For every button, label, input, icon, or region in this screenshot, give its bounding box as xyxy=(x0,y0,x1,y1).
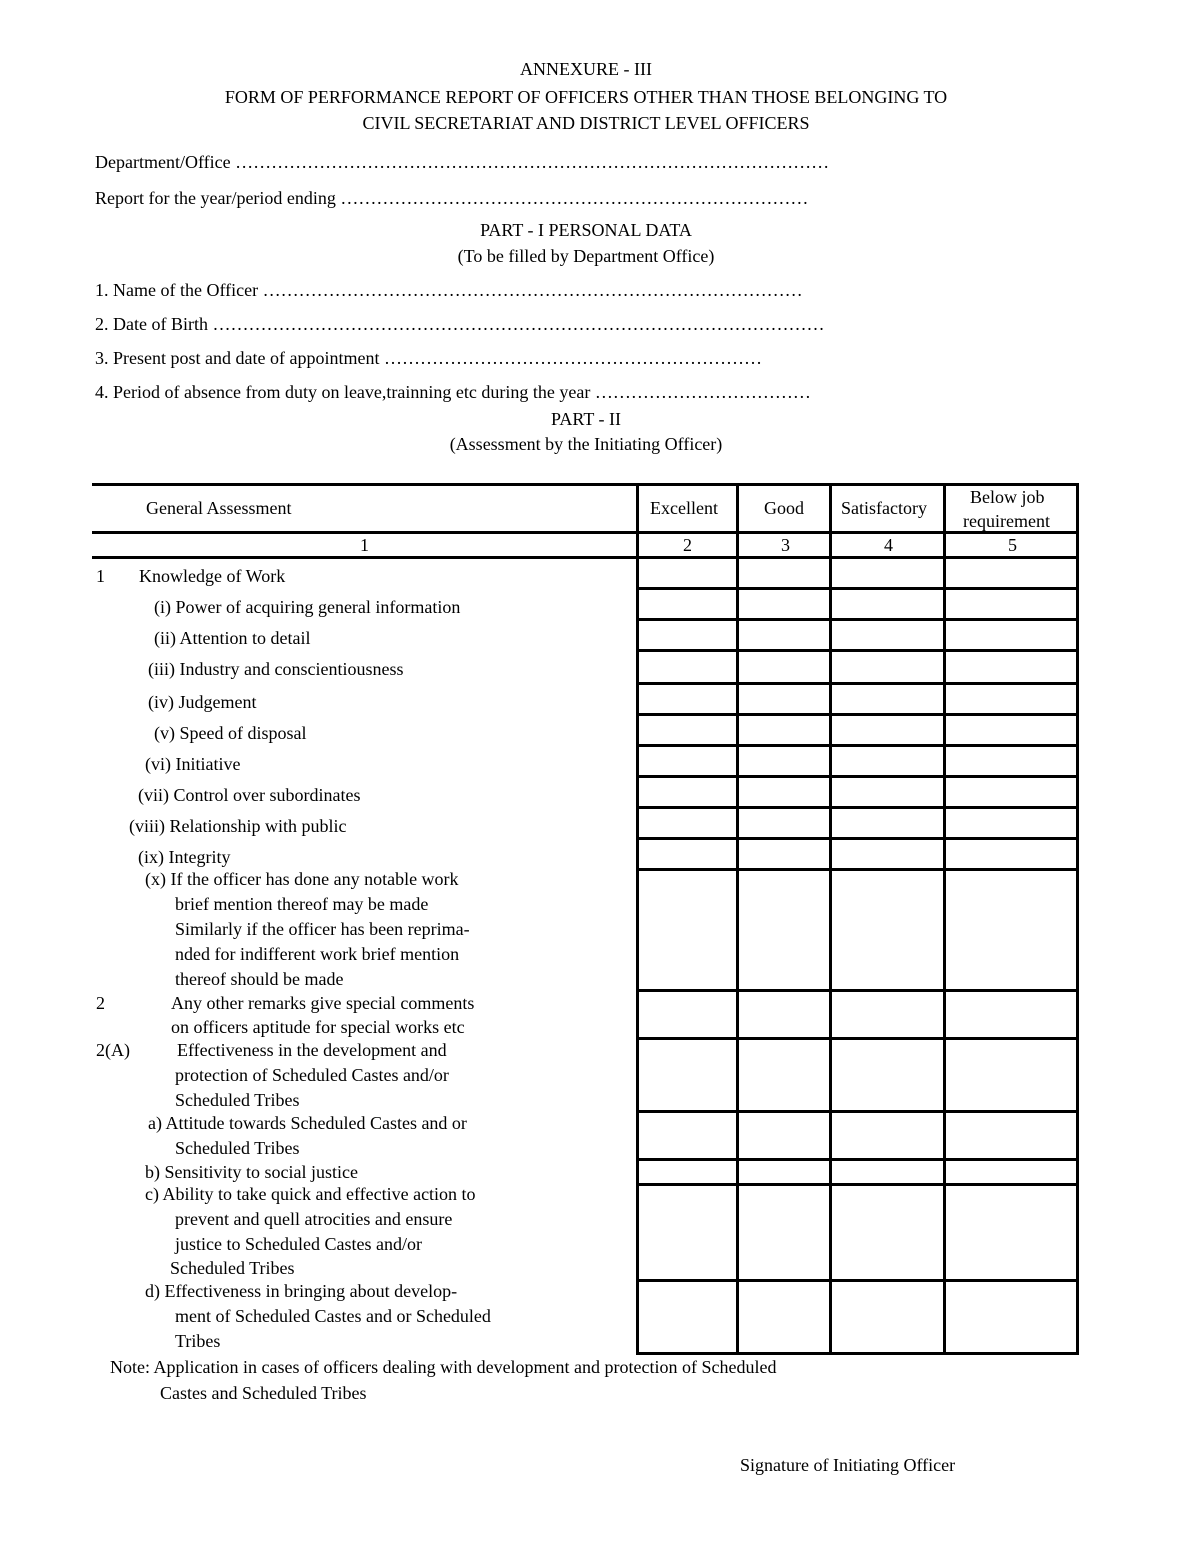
row-attitude-sc-st: a) Attitude towards Scheduled Castes and or xyxy=(148,1113,467,1133)
row-judgement: (iv) Judgement xyxy=(148,692,257,712)
form-title-line2: CIVIL SECRETARIAT AND DISTRICT LEVEL OFFICERS xyxy=(362,113,810,133)
row-attitude-sc-st-cont: Scheduled Tribes xyxy=(175,1138,300,1158)
row-notable-work-cont: Similarly if the officer has been reprima- xyxy=(175,919,470,939)
column-number: 1 xyxy=(360,535,369,555)
column-header-below-line2: requirement xyxy=(963,511,1050,531)
row-notable-work-cont: thereof should be made xyxy=(175,969,344,989)
rating-row-rule xyxy=(637,682,1079,685)
signature-label: Signature of Initiating Officer xyxy=(740,1455,956,1475)
column-divider xyxy=(636,483,639,1355)
row-integrity: (ix) Integrity xyxy=(138,847,231,867)
column-header-below-line1: Below job xyxy=(970,487,1045,507)
column-divider xyxy=(1076,483,1079,1355)
table-number-rule xyxy=(92,556,1079,559)
form-title-line1: FORM OF PERFORMANCE REPORT OF OFFICERS OTHER THAN THOSE BELONGING TO xyxy=(224,87,948,107)
row-quick-action: c) Ability to take quick and effective action to xyxy=(145,1184,476,1204)
part2-title: PART - II xyxy=(551,409,621,429)
row-relationship-with-public: (viii) Relationship with public xyxy=(129,816,347,836)
rating-row-rule xyxy=(637,1110,1079,1113)
rating-row-rule xyxy=(637,837,1079,840)
row-attention-to-detail: (ii) Attention to detail xyxy=(154,628,311,648)
annexure-label: ANNEXURE - III xyxy=(520,59,652,79)
present-post-field[interactable]: 3. Present post and date of appointment ……………………………………………………… xyxy=(95,348,762,368)
column-header-good: Good xyxy=(764,498,804,518)
row-acquiring-information: (i) Power of acquiring general information xyxy=(154,597,461,617)
row-other-remarks-cont: on officers aptitude for special works etc xyxy=(171,1017,465,1037)
rating-row-rule xyxy=(637,868,1079,871)
rating-row-rule xyxy=(637,989,1079,992)
column-divider xyxy=(736,483,739,1355)
note-line2: Castes and Scheduled Tribes xyxy=(160,1383,367,1403)
absence-period-field[interactable]: 4. Period of absence from duty on leave,trainning etc during the year ……………………………… xyxy=(95,382,811,402)
date-of-birth-field[interactable]: 2. Date of Birth ………………………………………………………………………………………… xyxy=(95,314,825,334)
row-notable-work: (x) If the officer has done any notable work xyxy=(145,869,459,889)
row-other-remarks: Any other remarks give special comments xyxy=(171,993,475,1013)
table-bottom-rule xyxy=(637,1352,1079,1355)
row-quick-action-cont: prevent and quell atrocities and ensure xyxy=(175,1209,453,1229)
rating-row-rule xyxy=(637,713,1079,716)
column-divider xyxy=(943,483,946,1355)
row-notable-work-cont: brief mention thereof may be made xyxy=(175,894,429,914)
row-effectiveness-sc-st-cont: protection of Scheduled Castes and/or xyxy=(175,1065,449,1085)
row-development-sc-st-cont: Tribes xyxy=(175,1331,221,1351)
column-divider xyxy=(829,483,832,1355)
rating-row-rule xyxy=(637,806,1079,809)
row-effectiveness-sc-st-cont: Scheduled Tribes xyxy=(175,1090,300,1110)
row-initiative: (vi) Initiative xyxy=(145,754,241,774)
row-effectiveness-sc-st: Effectiveness in the development and xyxy=(177,1040,447,1060)
officer-name-field[interactable]: 1. Name of the Officer ……………………………………………………………………………… xyxy=(95,280,803,300)
row-number: 2 xyxy=(96,993,105,1013)
rating-row-rule xyxy=(637,587,1079,590)
rating-row-rule xyxy=(637,618,1079,621)
row-development-sc-st: d) Effectiveness in bringing about develop- xyxy=(145,1281,458,1301)
column-number: 4 xyxy=(884,535,893,555)
part1-subtitle: (To be filled by Department Office) xyxy=(457,246,715,266)
row-quick-action-cont: Scheduled Tribes xyxy=(170,1258,295,1278)
row-number: 1 xyxy=(96,566,105,586)
note-line1: Note: Application in cases of officers dealing with development and protection of Scheduled xyxy=(110,1357,777,1377)
column-number: 5 xyxy=(1008,535,1017,555)
row-control-over-subordinates: (vii) Control over subordinates xyxy=(138,785,361,805)
table-top-rule xyxy=(92,483,1079,486)
row-notable-work-cont: nded for indifferent work brief mention xyxy=(175,944,460,964)
row-industry: (iii) Industry and conscientiousness xyxy=(148,659,404,679)
table-header-rule xyxy=(92,531,1079,534)
rating-row-rule xyxy=(637,1037,1079,1040)
row-quick-action-cont: justice to Scheduled Castes and/or xyxy=(175,1234,422,1254)
rating-row-rule xyxy=(637,1279,1079,1282)
column-header-excellent: Excellent xyxy=(650,498,718,518)
department-field[interactable]: Department/Office ……………………………………………………………………………………… xyxy=(95,152,830,172)
part2-subtitle: (Assessment by the Initiating Officer) xyxy=(449,434,723,454)
row-number: 2(A) xyxy=(96,1040,130,1060)
part1-title: PART - I PERSONAL DATA xyxy=(480,220,692,240)
report-year-field[interactable]: Report for the year/period ending …………………………………………………………………… xyxy=(95,188,809,208)
column-header-general-assessment: General Assessment xyxy=(146,498,292,518)
row-speed-of-disposal: (v) Speed of disposal xyxy=(154,723,307,743)
column-number: 2 xyxy=(683,535,692,555)
rating-row-rule xyxy=(637,1158,1079,1161)
rating-row-rule xyxy=(637,649,1079,652)
rating-row-rule xyxy=(637,775,1079,778)
row-knowledge-of-work: Knowledge of Work xyxy=(139,566,286,586)
row-sensitivity-social-justice: b) Sensitivity to social justice xyxy=(145,1162,358,1182)
rating-row-rule xyxy=(637,1183,1079,1186)
rating-row-rule xyxy=(637,744,1079,747)
row-development-sc-st-cont: ment of Scheduled Castes and or Scheduled xyxy=(175,1306,491,1326)
column-header-satisfactory: Satisfactory xyxy=(841,498,927,518)
column-number: 3 xyxy=(781,535,790,555)
